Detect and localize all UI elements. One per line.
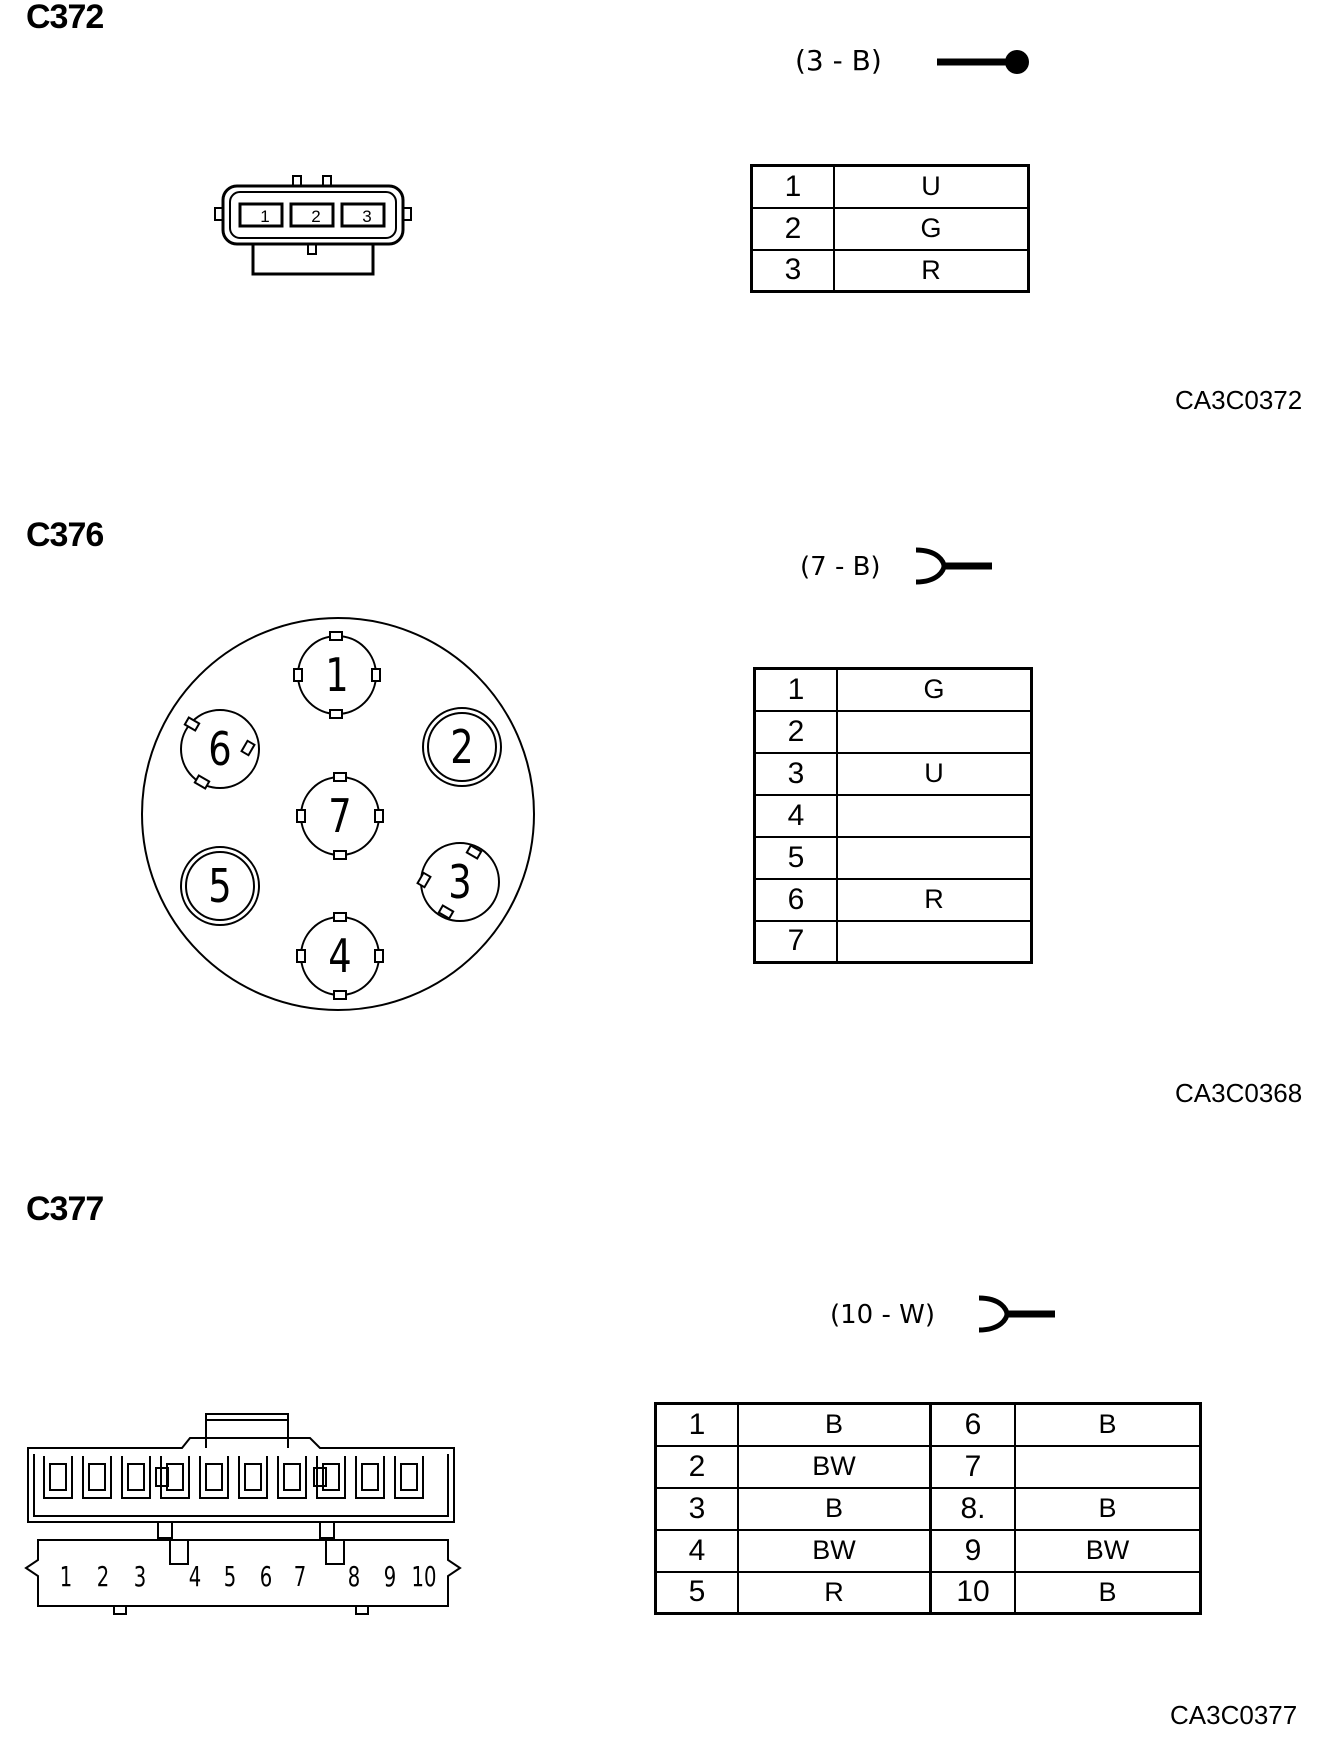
table-row <box>755 837 1032 879</box>
wire-color: BW <box>738 1530 931 1572</box>
drawing-pin-label: 1 <box>59 1560 73 1593</box>
drawing-pin-label: 4 <box>188 1560 202 1593</box>
pin-table-c377 <box>654 1402 1202 1615</box>
drawing-pin-label: 2 <box>450 719 474 775</box>
drawing-pin-label: 5 <box>223 1560 237 1593</box>
pin-number: 7 <box>931 1446 1016 1488</box>
drawing-pin-label: 6 <box>208 721 232 777</box>
wire-color: BW <box>738 1446 931 1488</box>
pin-number: 4 <box>656 1530 739 1572</box>
connector-id-c376: C376 <box>26 516 104 554</box>
pin-number: 7 <box>755 921 838 963</box>
table-row <box>755 669 1032 711</box>
connector-id-c372: C372 <box>26 0 104 36</box>
wire-color: G <box>834 208 1029 250</box>
connector-spec-c376: (7 - B) <box>800 552 881 582</box>
pin-number: 3 <box>752 250 835 292</box>
pin-number: 2 <box>656 1446 739 1488</box>
figure-code-c376: CA3C0368 <box>1175 1078 1303 1108</box>
pin-number: 8. <box>931 1488 1016 1530</box>
pin-number: 6 <box>931 1404 1016 1446</box>
wire-color: R <box>738 1572 931 1614</box>
table-row <box>755 795 1032 837</box>
pin-number: 10 <box>931 1572 1016 1614</box>
drawing-pin-label: 6 <box>259 1560 273 1593</box>
wire-color <box>1015 1446 1201 1488</box>
connector-drawing-c372 <box>205 172 425 282</box>
wire-color: B <box>1015 1572 1201 1614</box>
wire-color <box>837 837 1032 879</box>
wire-color: BW <box>1015 1530 1201 1572</box>
pin-number: 4 <box>755 795 838 837</box>
wire-color: B <box>1015 1488 1201 1530</box>
pin-number: 9 <box>931 1530 1016 1572</box>
drawing-pin-label: 10 <box>411 1560 437 1593</box>
table-row <box>755 879 1032 921</box>
wire-color: B <box>738 1488 931 1530</box>
table-row <box>656 1404 1201 1446</box>
table-row <box>752 250 1029 292</box>
pin-number: 1 <box>755 669 838 711</box>
table-row <box>752 166 1029 208</box>
drawing-pin-label: 1 <box>260 207 270 226</box>
wire-color <box>837 711 1032 753</box>
pin-table-c372 <box>750 164 1030 293</box>
table-row <box>755 921 1032 963</box>
pin-number: 6 <box>755 879 838 921</box>
wire-color <box>837 921 1032 963</box>
pin-number: 5 <box>656 1572 739 1614</box>
wire-color: U <box>837 753 1032 795</box>
drawing-pin-label: 7 <box>328 788 352 844</box>
drawing-pin-label: 9 <box>383 1560 397 1593</box>
pin-table-c376 <box>753 667 1033 964</box>
female-terminal-symbol <box>912 544 1002 594</box>
drawing-pin-label: 2 <box>96 1560 110 1593</box>
drawing-pin-label: 3 <box>448 854 472 910</box>
wire-color: B <box>1015 1404 1201 1446</box>
connector-drawing-c377 <box>20 1410 460 1630</box>
connector-spec-c377: (10 - W) <box>830 1300 935 1330</box>
pin-number: 3 <box>656 1488 739 1530</box>
figure-code-c377: CA3C0377 <box>1170 1700 1298 1730</box>
table-row <box>752 208 1029 250</box>
connector-spec-c372: (3 - B) <box>795 44 882 77</box>
drawing-pin-label: 3 <box>362 207 372 226</box>
pin-number: 2 <box>752 208 835 250</box>
wire-color: U <box>834 166 1029 208</box>
wire-color: R <box>834 250 1029 292</box>
figure-code-c372: CA3C0372 <box>1175 385 1303 415</box>
wire-color: B <box>738 1404 931 1446</box>
wire-color <box>837 795 1032 837</box>
connector-drawing-c376 <box>140 618 540 1018</box>
pin-number: 2 <box>755 711 838 753</box>
drawing-pin-label: 2 <box>311 207 321 226</box>
pin-number: 3 <box>755 753 838 795</box>
wire-color: G <box>837 669 1032 711</box>
pin-number: 1 <box>656 1404 739 1446</box>
drawing-pin-label: 4 <box>328 928 352 984</box>
wire-color: R <box>837 879 1032 921</box>
drawing-pin-label: 8 <box>347 1560 361 1593</box>
drawing-pin-label: 3 <box>133 1560 147 1593</box>
table-row <box>755 753 1032 795</box>
female-terminal-symbol <box>975 1292 1065 1342</box>
pin-number: 1 <box>752 166 835 208</box>
table-row <box>656 1530 1201 1572</box>
table-row <box>656 1446 1201 1488</box>
table-row <box>656 1572 1201 1614</box>
drawing-pin-label: 1 <box>325 647 349 703</box>
table-row <box>755 711 1032 753</box>
male-terminal-symbol <box>935 42 1035 82</box>
drawing-pin-label: 7 <box>293 1560 307 1593</box>
pin-number: 5 <box>755 837 838 879</box>
connector-id-c377: C377 <box>26 1190 104 1228</box>
table-row <box>656 1488 1201 1530</box>
drawing-pin-label: 5 <box>208 858 232 914</box>
